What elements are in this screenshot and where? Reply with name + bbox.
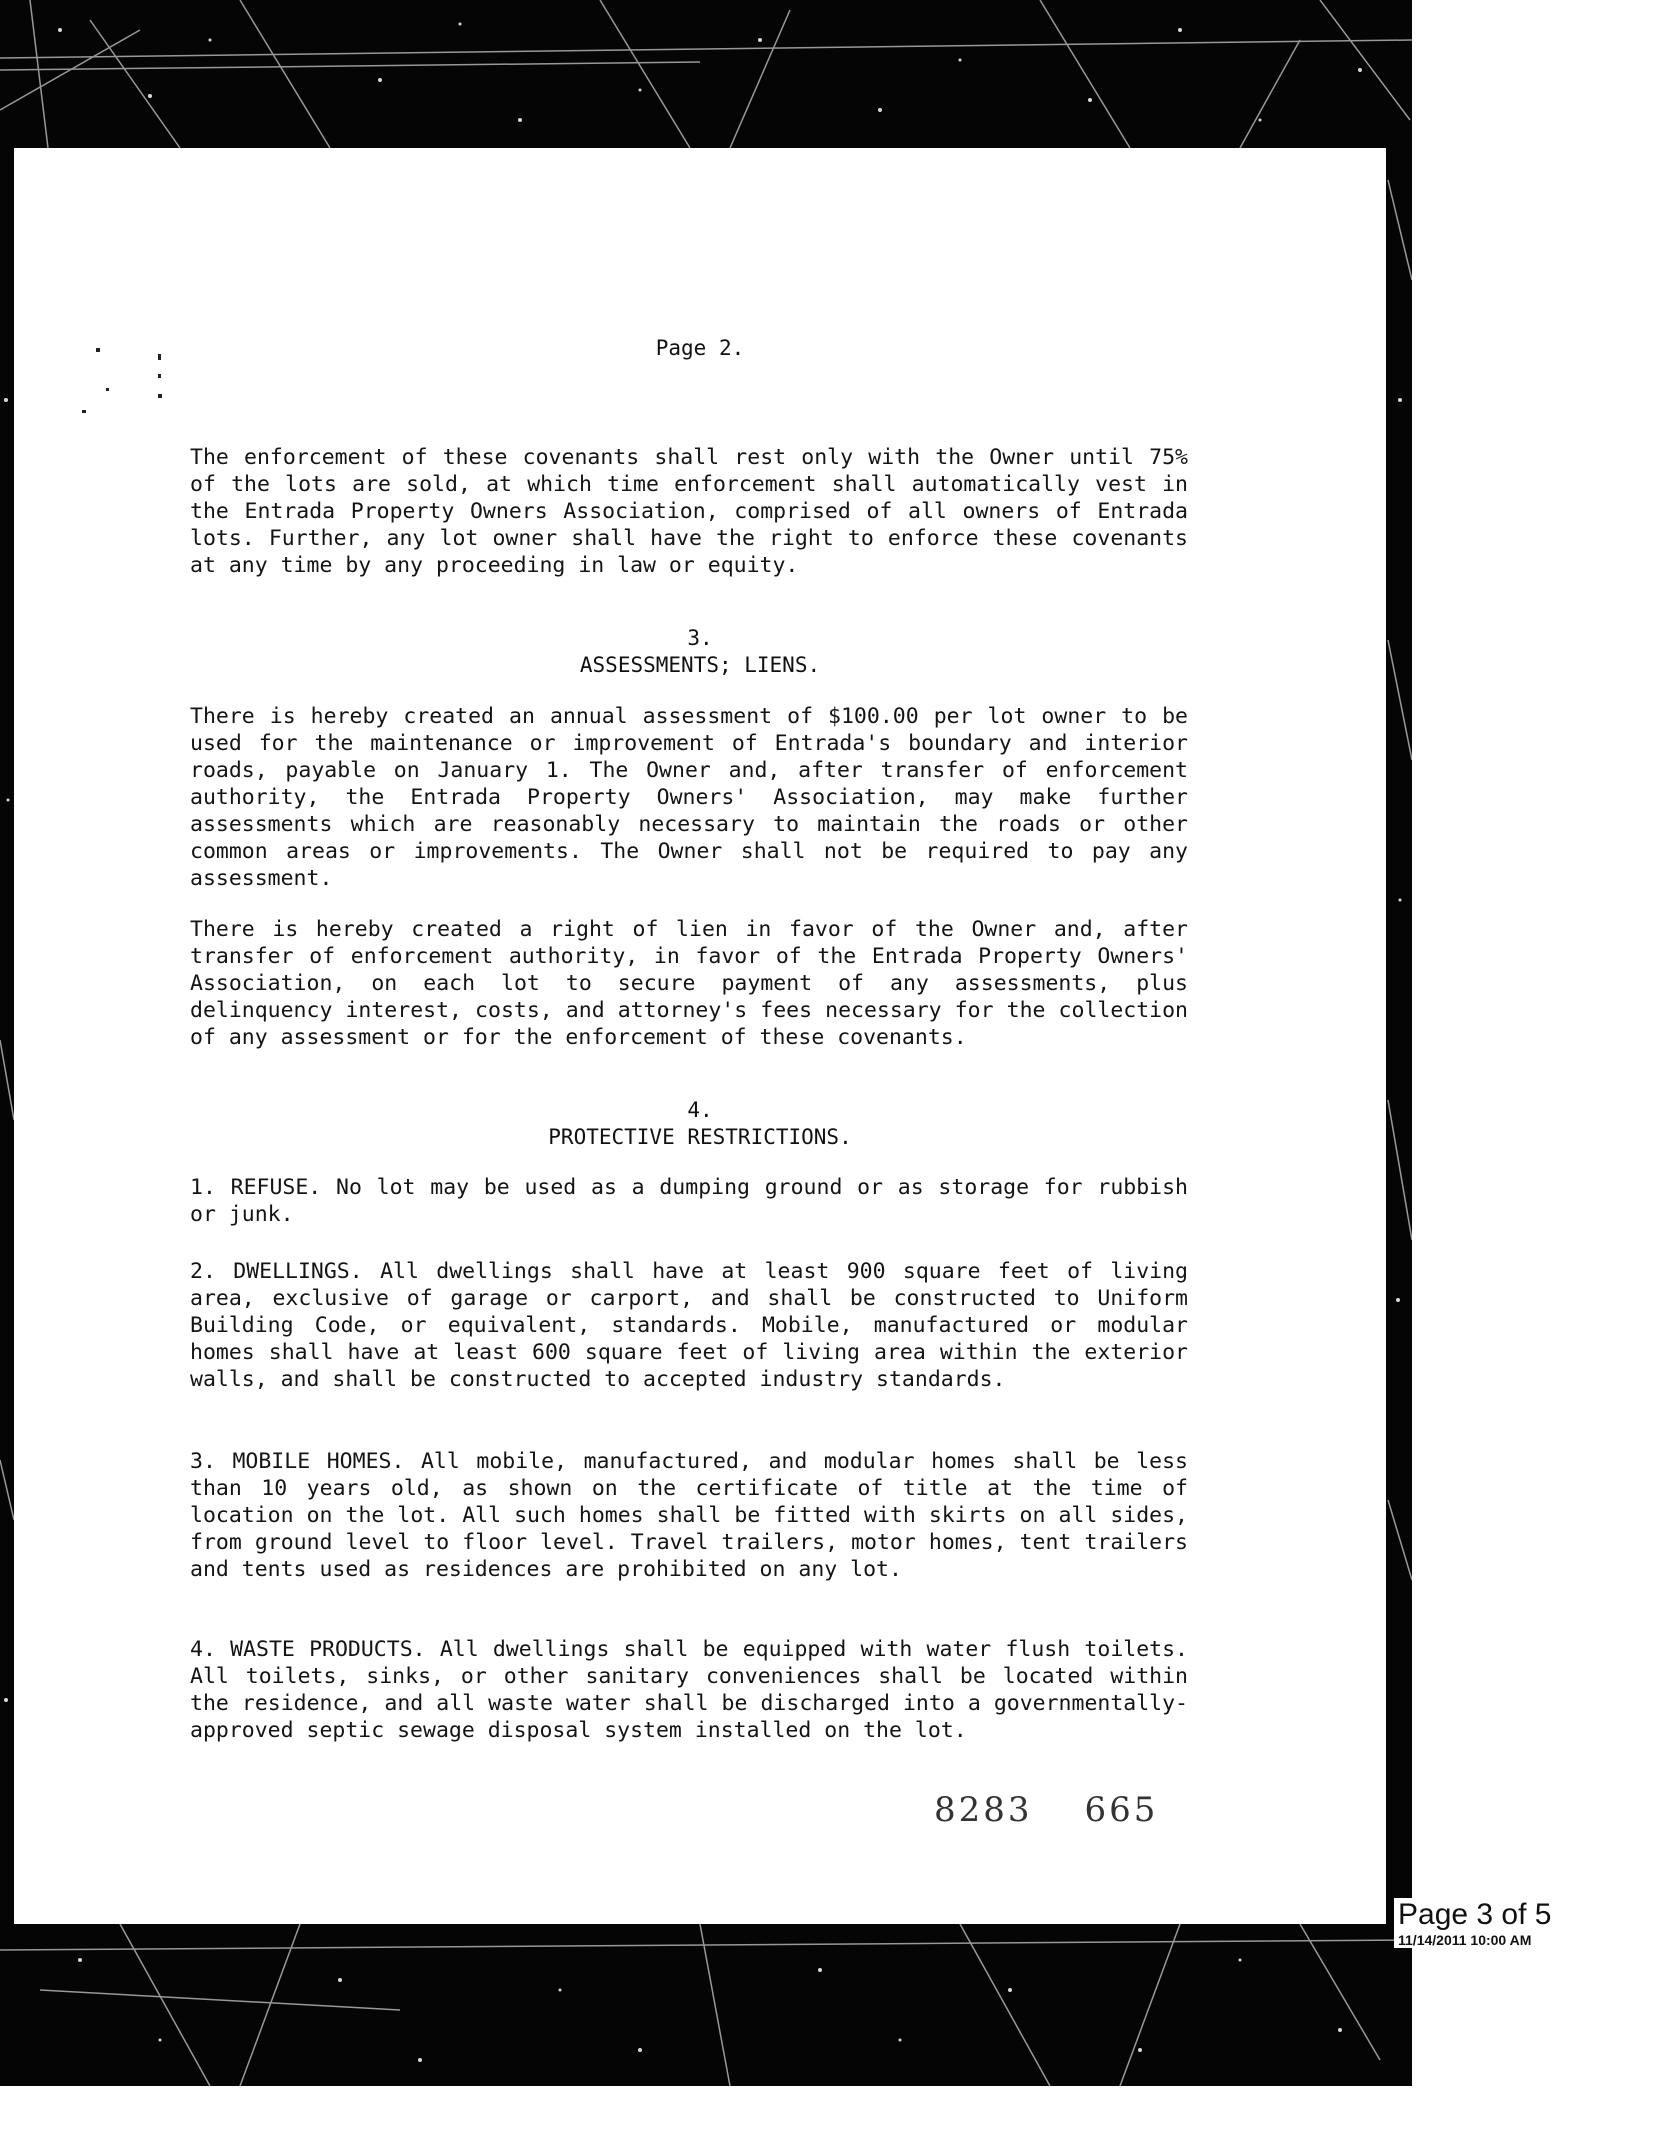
restriction-mobile-homes: 3. MOBILE HOMES. All mobile, manufactured, and modular homes shall be less than 10 years old, as shown on the certificate of title at the time of location on the lot. All such homes shall be fitted with skirts on all sides, from ground level to floor level. Travel trailers, motor homes, tent trailers and tents used as residences are prohibited on any lot. — [190, 1449, 1188, 1582]
speck-marks — [74, 348, 174, 438]
stamp-book-number: 8283 — [934, 1790, 1033, 1830]
section-3-number: 3. — [687, 626, 713, 650]
section-4-title: PROTECTIVE RESTRICTIONS. — [548, 1125, 852, 1149]
restriction-waste-products: 4. WASTE PRODUCTS. All dwellings shall be equipped with water flush toilets. All toilets, sinks, or other sanitary conveniences shall be located within the residence, and all waste water shall be discharged into a governmentally-approved septic sewage disposal system installed on the lot. — [190, 1637, 1188, 1743]
stamp-page-number: 665 — [1084, 1790, 1159, 1830]
assessment-paragraph: There is hereby created an annual assessment of $100.00 per lot owner to be used for the maintenance or improvement of Entrada's boundary and interior roads, payable on January 1. The Owner and, after transfer of enforcement authority, the Entrada Property Owners' Association, may make further assessments which are reasonably necessary to maintain the roads or other common areas or improvements. The Owner shall not be required to pay any assessment. — [190, 704, 1188, 891]
lien-paragraph: There is hereby created a right of lien in favor of the Owner and, after transfer of enforcement authority, in favor of the Entrada Property Owners' Association, on each lot to secure payment of any assessments, plus delinquency interest, costs, and attorney's fees necessary for the collection of any assessment or for the enforcement of these covenants. — [190, 917, 1188, 1050]
restriction-dwellings: 2. DWELLINGS. All dwellings shall have at least 900 square feet of living area, exclusive of garage or carport, and shall be constructed to Uniform Building Code, or equivalent, standards. Mobile, manufactured or modular homes shall have at least 600 square feet of living area within the exterior walls, and shall be constructed to accepted industry standards. — [190, 1259, 1188, 1392]
recording-stamp — [934, 1790, 1210, 1830]
scanned-page — [14, 148, 1386, 1924]
print-timestamp: 11/14/2011 10:00 AM — [1394, 1932, 1535, 1948]
page-counter: Page 3 of 5 — [1394, 1898, 1555, 1932]
restriction-refuse: 1. REFUSE. No lot may be used as a dumping ground or as storage for rubbish or junk. — [190, 1175, 1188, 1227]
intro-paragraph: The enforcement of these covenants shall rest only with the Owner until 75% of the lots are sold, at which time enforcement shall automatically vest in the Entrada Property Owners Association, comprised of all owners of Entrada lots. Further, any lot owner shall have the right to enforce these covenants at any time by any proceeding in law or equity. — [190, 445, 1188, 578]
section-3-title: ASSESSMENTS; LIENS. — [579, 653, 821, 677]
page-header: Page 2. — [655, 336, 745, 360]
section-4-number: 4. — [687, 1098, 713, 1122]
